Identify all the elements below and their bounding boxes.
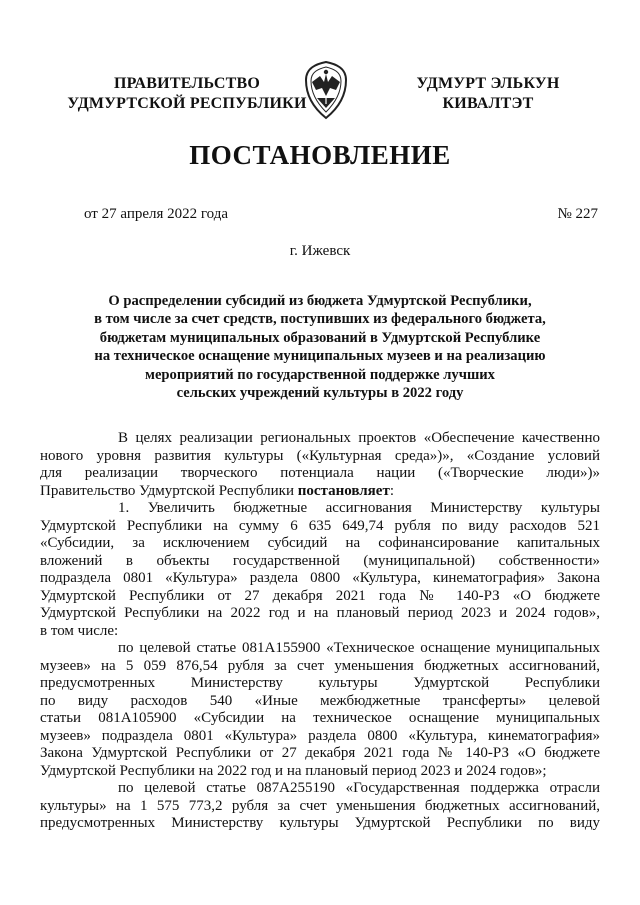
body-line: «Субсидии, за исключением субсидий на софинансирование капитальных bbox=[40, 535, 600, 551]
body-text-suffix: : bbox=[389, 482, 394, 499]
body-line: по виду расходов 540 «Иные межбюджетные трансферты» целевой bbox=[40, 692, 600, 709]
subject-line: бюджетам муниципальных образований в Удмуртской Республике bbox=[99, 329, 541, 346]
body-line: 1. Увеличить бюджетные ассигнования Министерству культуры bbox=[118, 500, 600, 516]
body-line: для реализации творческого потенциала нации («Творческие люди»)» bbox=[40, 465, 600, 481]
header-right-line-1: УДМУРТ ЭЛЬКУН bbox=[416, 75, 560, 92]
body-line: нового уровня развития культуры («Культурная среда»)», «Создание условий bbox=[40, 447, 600, 464]
body-line: Удмуртской Республики на сумму 6 635 649,74 рубля по виду расходов 521 bbox=[40, 517, 600, 534]
body-line: Закона Удмуртской Республики от 27 декабря 2021 года № 140-РЗ «О бюджете bbox=[40, 745, 600, 761]
coat-of-arms-emblem-icon bbox=[302, 60, 350, 120]
body-line: Удмуртской Республики на 2022 год и на плановый период 2023 и 2024 годов», bbox=[40, 605, 600, 621]
document-subject bbox=[40, 292, 600, 402]
document-number: № 227 bbox=[557, 206, 598, 222]
body-line: по целевой статье 087A255190 «Государственная поддержка отрасли bbox=[118, 780, 600, 796]
body-line: в том числе: bbox=[40, 622, 119, 639]
body-text-decree-keyword: постановляет bbox=[297, 482, 390, 499]
document-date: от 27 апреля 2022 года bbox=[84, 206, 229, 222]
body-line bbox=[40, 483, 600, 501]
header-left-line-2: УДМУРТСКОЙ РЕСПУБЛИКИ bbox=[67, 95, 307, 112]
header-left-government-name bbox=[52, 74, 322, 114]
document-body bbox=[40, 430, 600, 833]
header-left-line-1: ПРАВИТЕЛЬСТВО bbox=[113, 75, 261, 92]
header-right-government-name-udmurt bbox=[388, 74, 588, 114]
body-line: предусмотренных Министерству культуры Удмуртской Республики по виду bbox=[40, 815, 600, 831]
body-line: вложений в объекты государственной (муниципальной) собственности» bbox=[40, 552, 600, 569]
body-line: подраздела 0801 «Культура» раздела 0800 «Культура, кинематография» Закона bbox=[40, 570, 600, 586]
body-line: предусмотренных Министерству культуры Удмуртской Республики bbox=[40, 675, 600, 691]
header-right-line-2: КИВАЛТЭТ bbox=[442, 95, 534, 112]
body-line: Удмуртской Республики на 2022 год и на плановый период 2023 и 2024 годов»; bbox=[40, 762, 547, 779]
subject-line: сельских учреждений культуры в 2022 году bbox=[176, 385, 464, 402]
body-line: музеев» подраздела 0801 «Культура» раздела 0800 «Культура, кинематография» bbox=[40, 727, 600, 744]
body-line: по целевой статье 081A155900 «Техническое оснащение муниципальных bbox=[118, 640, 600, 656]
body-line: Удмуртской Республики от 27 декабря 2021 года № 140-РЗ «О бюджете bbox=[40, 587, 600, 604]
body-line: культуры» на 1 575 773,2 рубля за счет уменьшения бюджетных ассигнований, bbox=[40, 797, 600, 814]
document-title: ПОСТАНОВЛЕНИЕ bbox=[189, 140, 451, 170]
body-line: музеев» на 5 059 876,54 рубля за счет уменьшения бюджетных ассигнований, bbox=[40, 657, 600, 674]
subject-line: в том числе за счет средств, поступивших из федерального бюджета, bbox=[94, 311, 546, 328]
subject-line: мероприятий по государственной поддержке лучших bbox=[145, 366, 495, 383]
subject-line: на техническое оснащение муниципальных музеев и на реализацию bbox=[94, 348, 546, 365]
subject-line: О распределении субсидий из бюджета Удмуртской Республики, bbox=[108, 293, 532, 309]
document-city: г. Ижевск bbox=[289, 243, 351, 259]
body-line: статьи 081A105900 «Субсидии на техническое оснащение муниципальных bbox=[40, 710, 600, 726]
body-text-prefix: Правительство Удмуртской Республики bbox=[40, 482, 298, 499]
body-line: В целях реализации региональных проектов «Обеспечение качественно bbox=[118, 430, 600, 446]
